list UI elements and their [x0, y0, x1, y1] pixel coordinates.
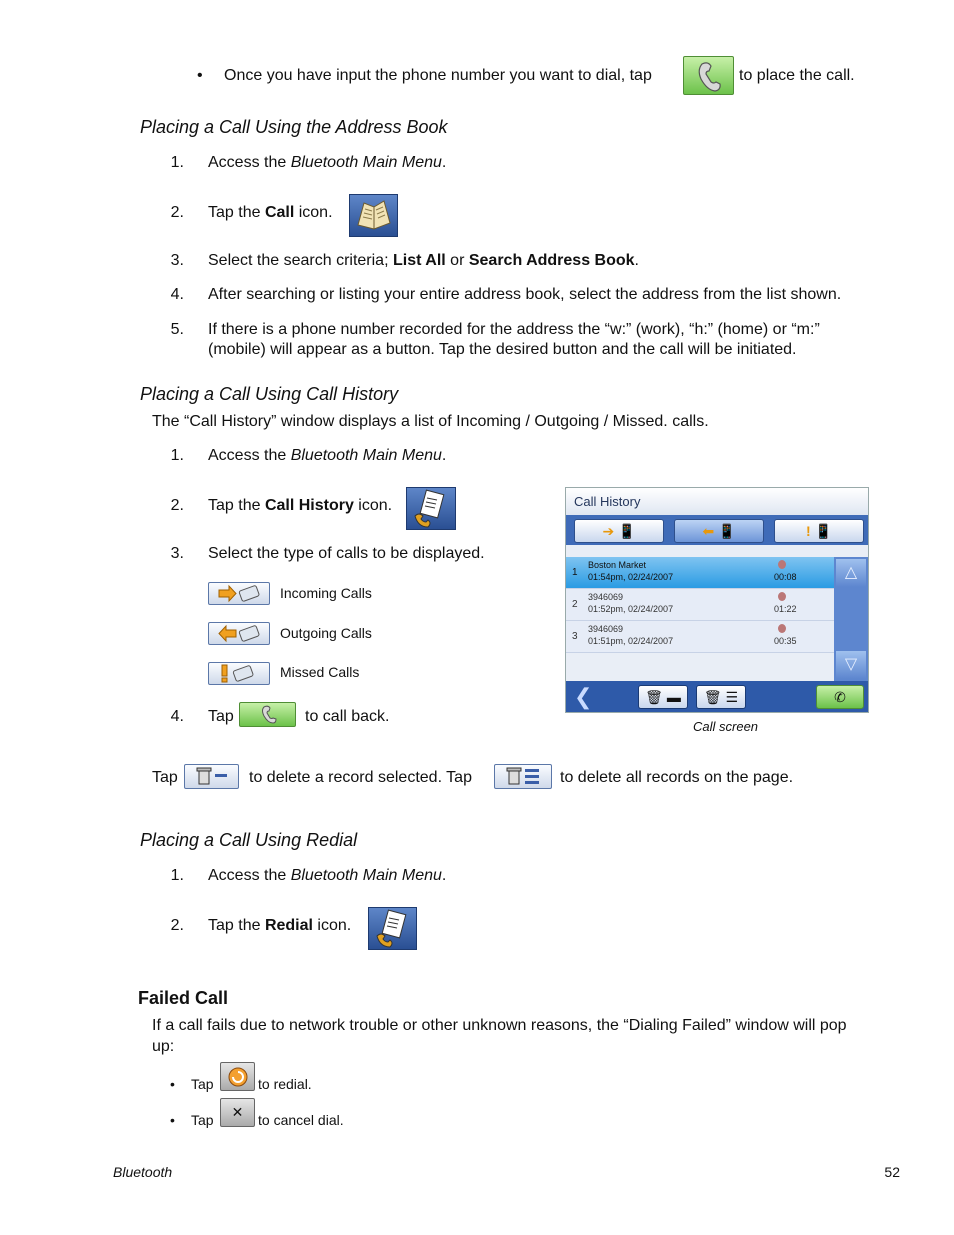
- redial-icon: [368, 907, 417, 950]
- paragraph-line: up:: [152, 1038, 175, 1055]
- figure-caption: Call screen: [693, 719, 759, 734]
- phone-handset-icon: [683, 56, 734, 95]
- section-intro: The “Call History” window displays a list of Incoming / Outgoing / Missed. calls.: [152, 413, 709, 430]
- delete-one-icon: 🗑 ▬: [638, 685, 688, 709]
- step-number: 3.: [170, 252, 184, 269]
- bullet-text: Tap: [191, 1076, 214, 1092]
- step-text: After searching or listing your entire address book, select the address from the list shown.: [208, 286, 842, 303]
- step-number: 1.: [170, 867, 184, 884]
- status-icon: [778, 624, 786, 633]
- missed-call-icon: [208, 662, 270, 685]
- call-type-label: Incoming Calls: [280, 585, 372, 601]
- bullet: •: [170, 1112, 175, 1128]
- redial-button-icon: [220, 1062, 255, 1091]
- status-icon: [778, 560, 786, 569]
- step-number: 2.: [170, 204, 184, 221]
- section-heading-address-book: Placing a Call Using the Address Book: [140, 117, 448, 137]
- row-index: 3: [572, 631, 578, 642]
- step-number: 2.: [170, 497, 184, 514]
- step-number: 2.: [170, 917, 184, 934]
- row-duration: 01:22: [774, 604, 797, 614]
- call-list: [566, 557, 834, 653]
- bullet-text: to cancel dial.: [258, 1112, 344, 1128]
- delete-all-records-icon: [494, 764, 552, 789]
- outgoing-filter-button: ⬅ 📱: [674, 519, 764, 543]
- call-type-label: Missed Calls: [280, 664, 360, 680]
- missed-filter-button: ! 📱: [774, 519, 864, 543]
- scroll-down-icon: ▽: [836, 651, 866, 679]
- step-text: Access the Bluetooth Main Menu.: [208, 867, 447, 884]
- call-type-label: Outgoing Calls: [280, 625, 372, 641]
- delete-text: to delete all records on the page.: [560, 769, 794, 786]
- bullet-text-after: to place the call.: [739, 67, 855, 84]
- step-text: Tap: [208, 708, 234, 725]
- delete-all-icon: 🗑 ☰: [696, 685, 746, 709]
- paragraph-line: If a call fails due to network trouble or other unknown reasons, the “Dialing Failed” window will pop: [152, 1017, 847, 1034]
- step-number: 4.: [170, 708, 184, 725]
- row-name: 3946069: [588, 592, 624, 602]
- outgoing-call-icon: [208, 622, 270, 645]
- filter-bar: [566, 515, 868, 545]
- section-heading-redial: Placing a Call Using Redial: [140, 830, 358, 850]
- step-text: Access the Bluetooth Main Menu.: [208, 154, 447, 171]
- bullet: •: [197, 67, 203, 84]
- row-time: 01:54pm, 02/24/2007: [588, 572, 674, 582]
- list-item: [566, 557, 834, 589]
- footer-left: Bluetooth: [113, 1164, 173, 1180]
- row-name: Boston Market: [588, 560, 647, 570]
- section-heading-failed-call: Failed Call: [138, 988, 229, 1008]
- delete-record-icon: [184, 764, 239, 789]
- dial-icon: ✆: [816, 685, 864, 709]
- step-text: Tap the Call icon.: [208, 204, 333, 221]
- address-book-icon: [349, 194, 398, 237]
- step-text-continued: (mobile) will appear as a button. Tap the desired button and the call will be initiated.: [208, 341, 797, 358]
- delete-text: to delete a record selected. Tap: [249, 769, 472, 786]
- cancel-x-icon: ✕: [220, 1098, 255, 1127]
- step-number: 4.: [170, 286, 184, 303]
- step-number: 1.: [170, 447, 184, 464]
- section-heading-call-history: Placing a Call Using Call History: [140, 384, 399, 404]
- dial-button-icon: [239, 702, 296, 727]
- bullet-text-before: Once you have input the phone number you want to dial, tap: [224, 67, 652, 84]
- status-icon: [778, 592, 786, 601]
- step-text: Tap the Redial icon.: [208, 917, 352, 934]
- page-number: 52: [884, 1164, 900, 1180]
- row-duration: 00:35: [774, 636, 797, 646]
- step-number: 5.: [170, 321, 184, 338]
- row-name: 3946069: [588, 624, 624, 634]
- bullet-text: Tap: [191, 1112, 214, 1128]
- row-time: 01:51pm, 02/24/2007: [588, 636, 674, 646]
- call-history-icon: [406, 487, 456, 530]
- bottom-toolbar: [566, 681, 868, 713]
- screen-title: Call History: [566, 488, 868, 515]
- delete-text: Tap: [152, 769, 178, 786]
- step-number: 1.: [170, 154, 184, 171]
- step-text: Select the search criteria; List All or Search Address Book.: [208, 252, 639, 269]
- scrollbar: [834, 557, 868, 681]
- scroll-up-icon: △: [836, 559, 866, 587]
- step-text: Tap the Call History icon.: [208, 497, 393, 514]
- step-number: 3.: [170, 545, 184, 562]
- back-arrow-icon: ❮: [574, 684, 593, 709]
- list-item: [566, 589, 834, 621]
- incoming-filter-button: ➔ 📱: [574, 519, 664, 543]
- row-time: 01:52pm, 02/24/2007: [588, 604, 674, 614]
- call-history-screenshot: [565, 487, 869, 713]
- step-text: Access the Bluetooth Main Menu.: [208, 447, 447, 464]
- row-duration: 00:08: [774, 572, 797, 582]
- bullet-text: to redial.: [258, 1076, 312, 1092]
- step-text-after: to call back.: [305, 708, 390, 725]
- bullet: •: [170, 1076, 175, 1092]
- step-text: If there is a phone number recorded for the address the “w:” (work), “h:” (home) or “m:”: [208, 321, 820, 338]
- list-item: [566, 621, 834, 653]
- incoming-call-icon: [208, 582, 270, 605]
- row-index: 1: [572, 567, 578, 578]
- step-text: Select the type of calls to be displayed.: [208, 545, 485, 562]
- row-index: 2: [572, 599, 578, 610]
